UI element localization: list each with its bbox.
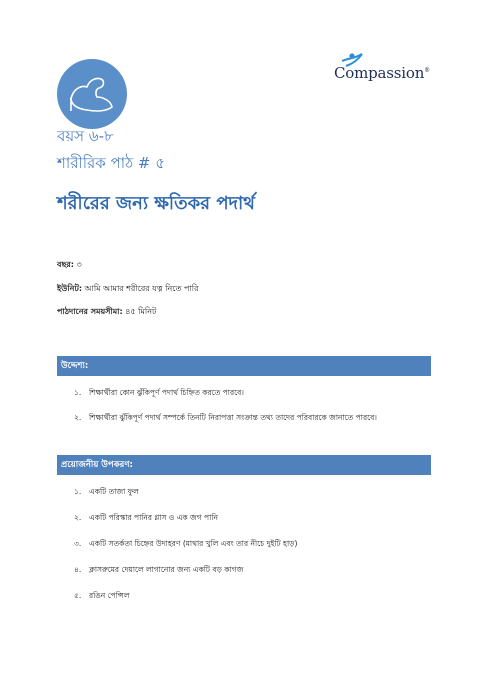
- list-item: [74, 487, 297, 499]
- list-item-number: ৪.: [74, 565, 82, 574]
- compassion-logo: [334, 52, 434, 92]
- page-title: শরীরের জন্য ক্ষতিকর পদার্থ: [57, 193, 255, 214]
- list-item-number: ৫.: [74, 591, 82, 600]
- list-item: [74, 591, 297, 603]
- age-label: বয়স ৬-৮: [57, 127, 114, 145]
- list-item-text: শিক্ষার্থীরা কোন ঝুঁকিপূর্ণ পদার্থ চিহ্নিত করতে পারবে।: [89, 388, 244, 397]
- meta-unit: [57, 283, 198, 296]
- list-item: [74, 413, 377, 425]
- list-item: [74, 539, 297, 551]
- materials-list: [74, 487, 297, 603]
- unit-label: ইউনিট:: [57, 284, 83, 293]
- list-item-number: ২.: [74, 413, 82, 422]
- materials-heading: প্রয়োজনীয় উপকরণ:: [57, 455, 431, 475]
- list-item-text: একটি সতর্কতা চিহ্নের উদাহরণ (মাথার খুলি এবং তার নীচে দুইটি হাড়): [89, 539, 298, 548]
- meta-year: [57, 259, 82, 272]
- unit-value: আমি আমার শরীরের যত্ন নিতে পারি: [82, 284, 199, 293]
- year-label: বছর:: [57, 260, 74, 269]
- lesson-label: শারীরিক পাঠ # ৫: [57, 154, 165, 172]
- list-item-number: ১.: [74, 388, 82, 397]
- logo-registered-mark: ®: [424, 67, 430, 74]
- list-item: [74, 565, 297, 577]
- objectives-heading: উদ্দেশ্য:: [57, 356, 431, 376]
- list-item-number: ১.: [74, 487, 82, 496]
- meta-time: [57, 306, 156, 319]
- objectives-list: [74, 388, 377, 425]
- list-item-text: রঙিন পেন্সিল: [89, 591, 130, 600]
- list-item: [74, 388, 377, 400]
- list-item-number: ২.: [74, 513, 82, 522]
- list-item-text: একটি পরিস্কার পানির গ্লাস ও এক জগ পানি: [89, 513, 218, 522]
- time-value: ৪৫ মিনিট: [122, 307, 157, 316]
- year-value: ৩: [73, 260, 82, 269]
- list-item-number: ৩.: [74, 539, 82, 548]
- list-item-text: একটি তাজা ফুল: [89, 487, 139, 496]
- list-item-text: শিক্ষার্থীরা ঝুঁকিপূর্ণ পদার্থ সম্পর্কে তিনটি নিরাপত্তা সংক্রান্ত তথ্য তাদের পরিবারকে জানাতে পারবে।: [89, 413, 377, 422]
- list-item-text: ক্লাসরুমের দেয়ালে লাগানোর জন্য একটি বড় কাগজ: [89, 565, 244, 574]
- flexed-arm-icon: [57, 59, 127, 129]
- time-label: পাঠদানের সময়সীমা:: [57, 307, 123, 316]
- list-item: [74, 513, 297, 525]
- logo-text: Compassion: [334, 64, 425, 82]
